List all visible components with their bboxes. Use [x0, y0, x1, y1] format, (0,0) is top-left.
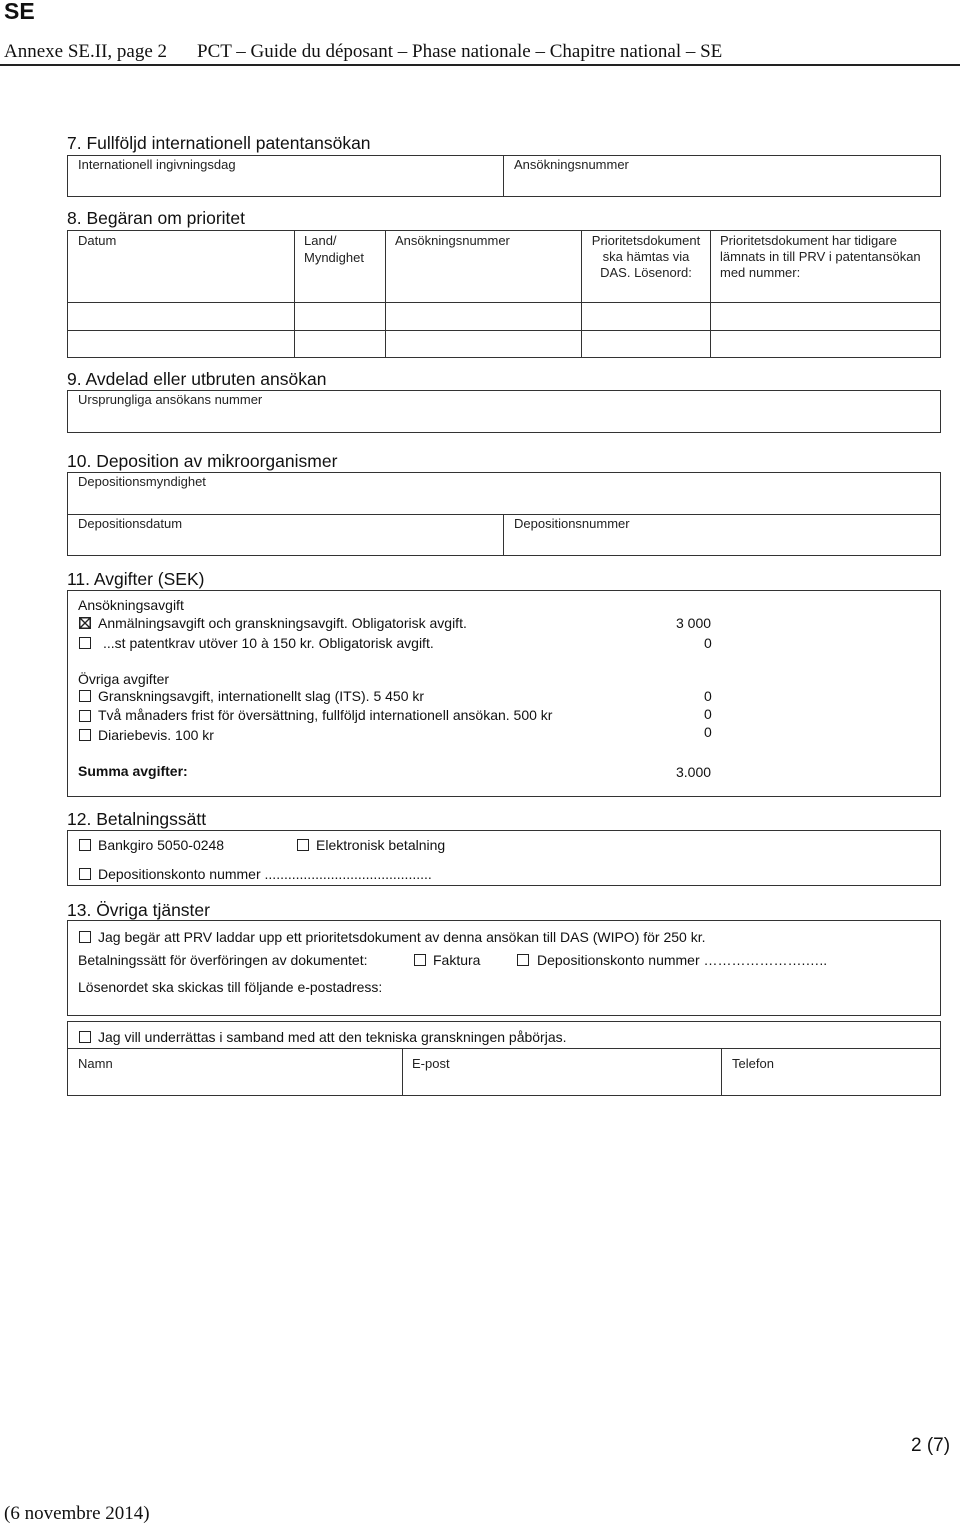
application-fee-heading: Ansökningsavgift: [78, 597, 184, 613]
das-request-label: Jag begär att PRV laddar upp ett prioritetsdokument av denna ansökan till DAS (WIPO) för 250 kr.: [98, 929, 706, 945]
col-das-header: [582, 233, 710, 281]
priority-date-cell[interactable]: [68, 303, 294, 330]
col-das-line: DAS. Lösenord:: [600, 265, 692, 280]
divider: [503, 514, 504, 556]
fee1-value: 3 000: [676, 615, 712, 631]
fee4-label: Två månaders frist för översättning, fullföljd internationell ansökan. 500 kr: [98, 707, 553, 723]
fee3-label: Granskningsavgift, internationellt slag (ITS). 5 450 kr: [98, 688, 425, 704]
original-number-field[interactable]: Ursprungliga ansökans nummer: [78, 392, 263, 407]
annex-label: Annexe SE.II, page 2: [4, 41, 168, 62]
section-13-title: 13. Övriga tjänster: [67, 900, 210, 920]
section-8-title: 8. Begäran om prioritet: [67, 208, 246, 228]
fee2-checkbox[interactable]: [79, 637, 91, 649]
phone-field[interactable]: Telefon: [732, 1056, 774, 1071]
col-prv-line: Prioritetsdokument har tidigare: [720, 233, 898, 248]
fee4-checkbox[interactable]: [79, 710, 91, 722]
edition-date: (6 novembre 2014): [4, 1503, 150, 1524]
invoice-checkbox[interactable]: [414, 954, 426, 966]
header-line: [4, 41, 722, 63]
divider: [67, 514, 941, 515]
fee1-label: Anmälningsavgift och granskningsavgift. Obligatorisk avgift.: [98, 615, 467, 631]
divider: [503, 155, 504, 197]
email-field[interactable]: E-post: [412, 1056, 450, 1071]
col-country-header: [304, 233, 364, 266]
fee5-value: 0: [704, 724, 712, 740]
filing-date-field[interactable]: Internationell ingivningsdag: [78, 157, 236, 172]
pay-method-label: Betalningssätt för överföringen av dokumentet:: [78, 952, 368, 968]
header-rule: [0, 64, 960, 66]
col-das-line: ska hämtas via: [602, 249, 690, 264]
fee3-value: 0: [704, 688, 712, 704]
notify-label: Jag vill underrättas i samband med att den tekniska granskningen påbörjas.: [98, 1029, 567, 1045]
section-9-title: 9. Avdelad eller utbruten ansökan: [67, 369, 327, 389]
divider: [294, 230, 295, 358]
deposit-number-field[interactable]: Depositionsnummer: [514, 516, 630, 531]
other-fees-heading: Övriga avgifter: [78, 671, 170, 687]
deposit-account-checkbox[interactable]: [517, 954, 529, 966]
col-appno-header: Ansökningsnummer: [395, 233, 510, 248]
name-field[interactable]: Namn: [78, 1056, 113, 1071]
fee4-value: 0: [704, 706, 712, 722]
fee1-checkbox[interactable]: [79, 617, 91, 629]
application-number-field[interactable]: Ansökningsnummer: [514, 157, 629, 172]
password-email-label: Lösenordet ska skickas till följande e-postadress:: [78, 979, 383, 995]
das-request-checkbox[interactable]: [79, 931, 91, 943]
section-7-title: 7. Fullföljd internationell patentansökan: [67, 133, 371, 153]
notify-checkbox[interactable]: [79, 1031, 91, 1043]
col-country-line: Myndighet: [304, 250, 364, 265]
fee2-value: 0: [704, 635, 712, 651]
fee5-checkbox[interactable]: [79, 729, 91, 741]
deposit-account-label: Depositionskonto nummer ………………….…..: [537, 952, 828, 968]
invoice-label: Faktura: [433, 952, 481, 968]
col-das-line: Prioritetsdokument: [591, 233, 701, 248]
deposit-authority-field[interactable]: Depositionsmyndighet: [78, 474, 206, 489]
country-code: SE: [4, 0, 35, 24]
deposit-account-label: Depositionskonto nummer ...........................................: [98, 866, 432, 882]
section-12-title: 12. Betalningssätt: [67, 809, 207, 829]
col-prv-line: med nummer:: [720, 265, 801, 280]
electronic-payment-label: Elektronisk betalning: [316, 837, 446, 853]
col-country-line: Land/: [304, 233, 337, 248]
total-fees-value: 3.000: [676, 764, 712, 780]
bankgiro-checkbox[interactable]: [79, 839, 91, 851]
fee5-label: Diariebevis. 100 kr: [98, 727, 214, 743]
col-date-header: Datum: [78, 233, 117, 248]
divider: [402, 1048, 403, 1096]
priority-date-cell[interactable]: [68, 331, 294, 358]
divider: [710, 230, 711, 358]
deposit-date-field[interactable]: Depositionsdatum: [78, 516, 183, 531]
total-fees-label: Summa avgifter:: [78, 763, 188, 779]
section-11-title: 11. Avgifter (SEK): [67, 569, 205, 589]
col-prv-header: [720, 233, 921, 281]
divider: [67, 1048, 941, 1049]
divider: [721, 1048, 722, 1096]
bankgiro-label: Bankgiro 5050-0248: [98, 837, 225, 853]
page-number: 2 (7): [911, 1435, 951, 1456]
electronic-payment-checkbox[interactable]: [297, 839, 309, 851]
col-prv-line: lämnats in till PRV i patentansökan: [720, 249, 921, 264]
fee3-checkbox[interactable]: [79, 690, 91, 702]
guide-title: PCT – Guide du déposant – Phase nationale – Chapitre national – SE: [197, 41, 723, 62]
divider: [385, 230, 386, 358]
fee2-label: ...st patentkrav utöver 10 à 150 kr. Obligatorisk avgift.: [103, 635, 434, 651]
deposit-account-checkbox[interactable]: [79, 868, 91, 880]
section-10-title: 10. Deposition av mikroorganismer: [67, 451, 338, 471]
